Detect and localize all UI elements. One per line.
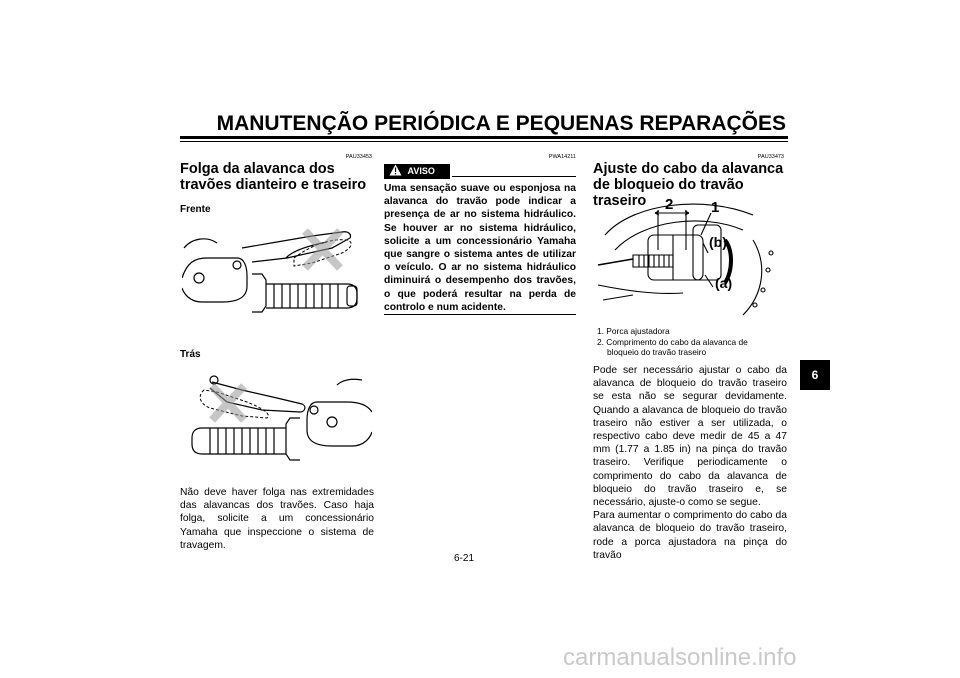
chapter-tab: 6 [800, 360, 830, 390]
figure-label-1: 1 [711, 199, 720, 216]
rear-label: Trás [180, 349, 201, 360]
warning-badge [384, 164, 450, 179]
page-number: 6-21 [454, 553, 475, 564]
caption-2: 2. Comprimento do cabo da alavanca de [597, 336, 748, 347]
figure-label-b: (b) [709, 234, 727, 250]
left-body-text: Não deve haver folga nas extremidades das alavancas dos travões. Caso haja folga, solicite a um concessionário Yamaha que inspeccione o sistema de travagem. [180, 487, 374, 551]
watermark: carmanualsonline.info [563, 644, 797, 671]
section-code-right: PAU33473 [757, 154, 784, 160]
rear-brake-lever-illustration [182, 370, 372, 470]
figure-captions [597, 326, 787, 358]
warning-triangle-icon [389, 164, 402, 179]
header-rule-thick [180, 136, 788, 139]
figure-label-2: 2 [665, 196, 674, 213]
warning-text: Uma sensação suave ou esponjosa na alavanca do travão pode indicar a presença de ar no sistema hidráulico. Se houver ar no sistema hidráulico, solicite a um concessionário Yamaha que sangre o sistema antes de utilizar o veículo. O ar no sistema hidráulico diminuirá o desempenho dos travões, o que poderá resultar na perda de controlo e num acidente. [384, 183, 576, 313]
right-body-text: Pode ser necessário ajustar o cabo da alavanca de bloqueio do travão traseiro se esta não se segurar devidamente. Quando a alavanca de bloqueio do travão traseiro não estiver a ser utilizada, o respectivo cabo deve medir de 45 a 47 mm (1.77 a 1.85 in) na pinça do travão traseiro. Verifique periodicamente o comprimento do cabo da alavanca de bloqueio do travão traseiro e, se necessário, ajuste-o como se segue. Para aumentar o comprimento do cabo da alavanca de bloqueio do travão traseiro, rode a porca ajustadora na pinça do travão [593, 365, 787, 561]
warning-code: PWA14211 [548, 154, 576, 160]
warning-label: AVISO [407, 166, 435, 176]
brake-caliper-illustration [593, 195, 785, 320]
front-label: Frente [180, 204, 211, 215]
caption-1: 1. Porca ajustadora [597, 326, 670, 336]
front-brake-lever-illustration [182, 218, 372, 320]
figure-label-a: (a) [715, 275, 733, 291]
section-heading-right: Ajuste do cabo da alavanca de bloqueio do travão traseiro [593, 161, 784, 209]
header-rule-thin [180, 141, 788, 142]
warning-top-rule [452, 176, 576, 177]
page-title: MANUTENÇÃO PERIÓDICA E PEQUENAS REPARAÇÕES [216, 112, 786, 135]
warning-bottom-rule [384, 314, 576, 315]
caption-2-cont: bloqueio do travão traseiro [607, 347, 707, 357]
section-code: PAU33453 [345, 154, 372, 160]
section-heading: Folga da alavanca dos travões dianteiro e traseiro [180, 161, 367, 193]
